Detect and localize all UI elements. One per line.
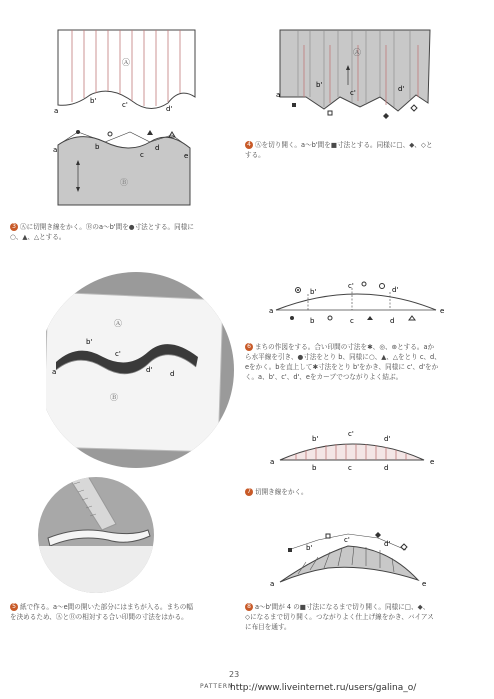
label-d-prime-6: d' (392, 286, 399, 294)
label-c-prime-8: c' (344, 536, 350, 544)
label-e: e (184, 152, 189, 160)
label-c-prime-5: c' (115, 350, 121, 358)
step5-caption (10, 602, 242, 622)
step3-text-1: Ⓐに切開き線をかく。Ⓑのa～b'間を●寸法とする。同様に (20, 223, 194, 231)
step8-text-3: に布目を通す。 (245, 623, 291, 631)
label-d-prime: d' (166, 105, 173, 113)
label-A: Ⓐ (122, 58, 130, 67)
label-A-4: Ⓐ (353, 48, 361, 57)
step8-caption (245, 602, 485, 632)
label-b-7: b (312, 464, 317, 472)
step7-caption (245, 487, 485, 497)
step6-text-2: ら水平線を引き、●寸法をとり b、同様に○、▲、△をとり c、d、 (245, 353, 441, 361)
step4-diagram (268, 25, 438, 120)
label-a-8: a (270, 580, 275, 588)
label-c: c (140, 151, 144, 159)
label-a-6: a (269, 307, 274, 315)
step7-diagram (268, 428, 448, 476)
label-b-prime: b' (90, 97, 97, 105)
label-B-5: Ⓑ (110, 393, 118, 402)
label-c-prime: c' (122, 101, 128, 109)
label-B: Ⓑ (120, 178, 128, 187)
label-c-prime-4: c' (350, 89, 356, 97)
step3-caption (10, 222, 240, 242)
step6-text-1: まちの作図をする。合い印間の寸法を✱、◎、⊛とする。aか (255, 343, 435, 351)
step3-bottom-diagram (50, 120, 200, 210)
label-d-prime-8: d' (384, 540, 391, 548)
label-d-5: d (170, 370, 175, 378)
label-b-6: b (310, 317, 315, 325)
label-A-5: Ⓐ (114, 319, 122, 328)
step3-top-diagram (50, 25, 200, 115)
step8-number: 8 (245, 603, 253, 611)
step6-number: 6 (245, 343, 253, 351)
label-c-prime-7: c' (348, 430, 354, 438)
label-a-7: a (270, 458, 275, 466)
label-d-prime-4: d' (398, 85, 405, 93)
step8-text-1: a～b'間が 4 の■寸法になるまで切り開く。同様に□、◆、 (255, 603, 430, 611)
label-a-4: a (276, 91, 281, 99)
label-d-prime-5: d' (146, 366, 153, 374)
label-b: b (95, 143, 100, 151)
label-b-prime-6: b' (310, 288, 317, 296)
label-b-prime-8: b' (306, 544, 313, 552)
step3-number: 3 (10, 223, 18, 231)
label-b-prime-4: b' (316, 81, 323, 89)
label-d-6: d (390, 317, 395, 325)
page-number: 23 (229, 670, 240, 679)
label-c-7: c (348, 464, 352, 472)
step4-caption (245, 140, 485, 160)
step4-text-1: Ⓐを切り開く。a～b'間を■寸法とする。同様に□、◆、◇と (255, 141, 433, 149)
label-a: a (54, 107, 59, 115)
label-b-prime-5: b' (86, 338, 93, 346)
step7-number: 7 (245, 488, 253, 496)
label-e-6: e (440, 307, 445, 315)
step5-photo-1 (18, 272, 240, 472)
step4-text-2: する。 (245, 151, 265, 159)
label-e-8: e (422, 580, 427, 588)
step8-diagram (268, 530, 448, 600)
step5-number: 5 (10, 603, 18, 611)
watermark-url: http://www.liveinternet.ru/users/galina_o/ (230, 683, 417, 693)
label-c-6: c (350, 317, 354, 325)
label-c-prime-6: c' (348, 282, 354, 290)
step6-diagram (268, 280, 448, 330)
step5-text-2: を決めるため、ⒶとⒷの相対する合い印間の寸法をはかる。 (10, 613, 188, 621)
step8-text-2: ◇になるまで切り開く。つながりよく仕上げ線をかき、バイアス (245, 613, 434, 621)
label-a-5: a (52, 368, 57, 376)
step4-number: 4 (245, 141, 253, 149)
label-e-7: e (430, 458, 435, 466)
label-b-prime-7: b' (312, 435, 319, 443)
step6-caption (245, 342, 485, 382)
step6-text-4: く。a、b'、c'、d'、eをカーブでつながりよく結ぶ。 (245, 373, 403, 381)
step5-photo-2 (18, 476, 168, 594)
label-a2: a (53, 146, 58, 154)
step3-text-2: ○、▲、△とする。 (10, 233, 66, 241)
label-d: d (155, 144, 160, 152)
step5-text-1: 紙で作る。a～e間の開いた部分にはまちが入る。まちの幅 (20, 603, 193, 611)
label-d-prime-7: d' (384, 435, 391, 443)
step6-text-3: eをかく。bを直上して✱寸法をとり b'をかき、同様に c'、d'をか (245, 363, 439, 371)
step7-text-1: 切開き線をかく。 (255, 488, 308, 496)
footer-brand: PATTERN (200, 683, 234, 690)
label-d-7: d (384, 464, 389, 472)
